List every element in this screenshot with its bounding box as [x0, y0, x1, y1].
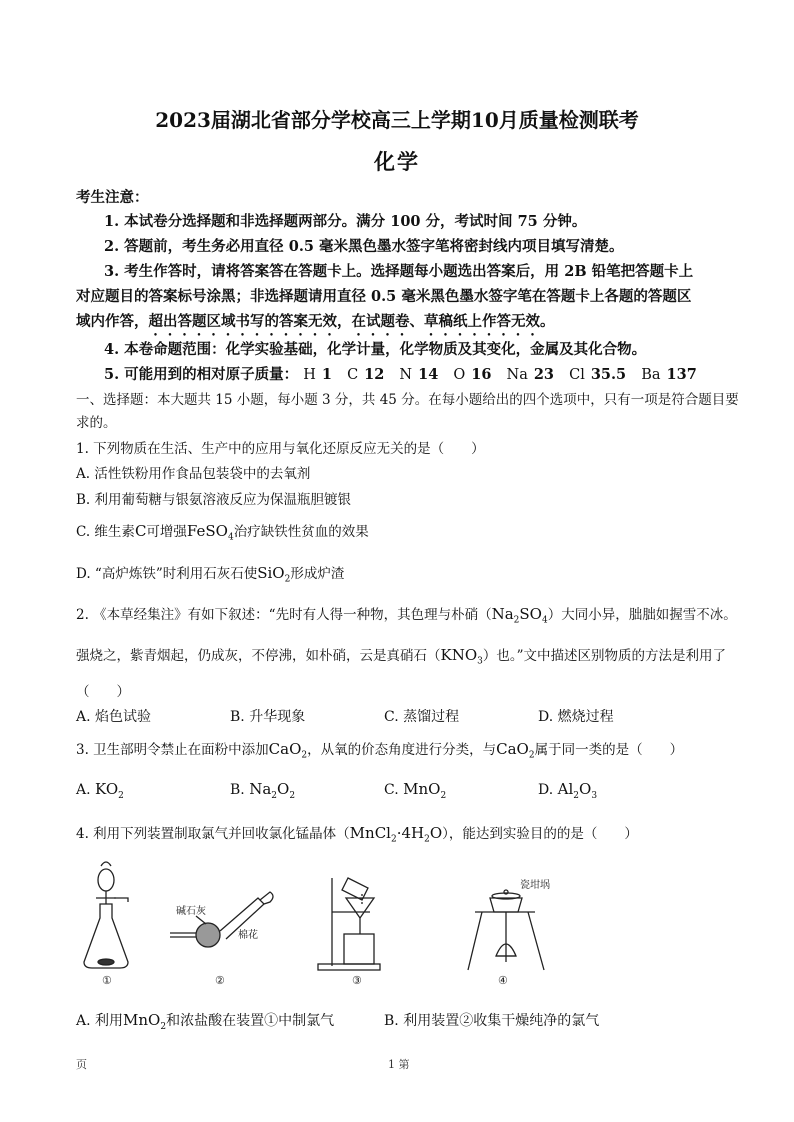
notice-item-1: 1. 本试卷分选择题和非选择题两部分。满分 100 分，考试时间 75 分钟。 — [104, 213, 587, 230]
q1-stem: 1. 下列物质在生活、生产中的应用与氧化还原反应无关的是（ ） — [76, 441, 485, 457]
mianhua-label: 棉花 — [238, 930, 258, 941]
q2-answer-blank: （ ） — [76, 684, 130, 700]
apparatus-2-label: ② — [215, 974, 225, 987]
q3-stem: 3. 卫生部明令禁止在面粉中添加CaO$_2$，从氧的价态角度进行分类，与CaO$_2$属于同一类的是（ ） — [76, 740, 684, 761]
q4-apparatus-figure — [70, 858, 590, 988]
mass-entry: O 16 — [453, 366, 492, 383]
apparatus-4-label: ④ — [498, 974, 508, 987]
ciganguo-label: 瓷坩埚 — [520, 880, 550, 891]
q3-option-d: D. $Al_2O_3$ — [538, 780, 598, 801]
q2-option-d: D. 燃烧过程 — [538, 709, 614, 725]
mass-entry: Cl 35.5 — [569, 366, 627, 383]
apparatus-4-crucible-heating — [468, 878, 550, 987]
q4-option-a: A. 利用MnO$_2$和浓盐酸在装置①中制氯气 — [76, 1011, 335, 1032]
jianshihui-label: 碱石灰 — [176, 906, 206, 917]
q2-option-a: A. 焰色试验 — [76, 709, 152, 725]
apparatus-1-label: ① — [102, 974, 112, 987]
mass-entry: N 14 — [399, 366, 439, 383]
mass-entry: Ba 137 — [641, 366, 697, 383]
notice-item-5 — [104, 363, 707, 384]
q3-option-b: B. $Na_2O_2$ — [230, 780, 296, 801]
notice-item-3-line-1: 3. 考生作答时，请将答案答在答题卡上。选择题每小题选出答案后，用 2B 铅笔把答题卡上 — [104, 263, 694, 280]
apparatus-2-drying-tube — [170, 892, 273, 987]
q3-option-a: A. $KO_2$ — [76, 780, 124, 801]
q2-stem-line-1: 2. 《本草经集注》有如下叙述：“先时有人得一种物，其色理与朴硝$(Na_2SO_4)$大同小异，朏朏如握雪不冰。 — [76, 605, 737, 626]
notice-item-3-emphasis: 超出答题区域书写的答案无效，在试题卷、草稿纸上作答无效。 — [148, 313, 555, 330]
q3-option-c: C. MnO$_2$ — [384, 780, 447, 801]
q1-option-b: B. 利用葡萄糖与银氨溶液反应为保温瓶胆镀银 — [76, 492, 352, 508]
q2-option-b: B. 升华现象 — [230, 709, 306, 725]
mass-entry: C 12 — [347, 366, 385, 383]
notice-heading: 考生注意： — [76, 189, 149, 206]
apparatus-1-flask-with-funnel — [84, 862, 128, 987]
subject-title: 化学 — [374, 149, 420, 174]
footer-left: 页 — [76, 1058, 87, 1071]
notice-item-3-line-3 — [76, 310, 555, 339]
section-1-intro-line-1: 一、选择题：本大题共 15 小题，每小题 3 分，共 45 分。在每小题给出的四个选项中，只有一项是符合题目要 — [76, 392, 739, 408]
exam-title: 2023届湖北省部分学校高三上学期10月质量检测联考 — [155, 108, 639, 132]
q4-option-b: B. 利用装置②收集干燥纯净的氯气 — [384, 1013, 600, 1029]
footer-page-number: 1 第 — [388, 1058, 410, 1071]
mass-entry: Na 23 — [506, 366, 555, 383]
notice-item-2: 2. 答题前，考生务必用直径 0.5 毫米黑色墨水签字笔将密封线内项目填写清楚。 — [104, 238, 624, 255]
notice-item-4: 4. 本卷命题范围：化学实验基础，化学计量，化学物质及其变化，金属及其化合物。 — [104, 341, 647, 358]
q1-option-d: D. “高炉炼铁”时利用石灰石使SiO$_2$形成炉渣 — [76, 564, 345, 585]
q4-stem: 4. 利用下列装置制取氯气并回收氯化锰晶体$(MnCl_2\cdot 4H_2O)$，能达到实验目的的是（ ） — [76, 824, 638, 845]
notice-item-5-label: 5. 可能用到的相对原子质量： — [104, 366, 299, 383]
q2-stem-line-2: 强烧之，紫青烟起，仍成灰，不停沸，如朴硝，云是真硝石$(KNO_3)$也。”文中描述区别物质的方法是利用了 — [76, 646, 727, 667]
section-1-intro-line-2: 求的。 — [76, 415, 117, 431]
q1-option-a: A. 活性铁粉用作食品包装袋中的去氧剂 — [76, 466, 311, 482]
apparatus-3-label: ③ — [352, 974, 362, 987]
notice-item-3-line-2: 对应题目的答案标号涂黑；非选择题请用直径 0.5 毫米黑色墨水签字笔在答题卡上各题的答题区 — [76, 288, 692, 305]
q2-option-c: C. 蒸馏过程 — [384, 709, 460, 725]
notice-item-3-line-3-plain: 域内作答， — [76, 313, 149, 330]
q1-option-c: C. 维生素C可增强FeSO$_4$治疗缺铁性贫血的效果 — [76, 522, 369, 543]
mass-entry: H 1 — [303, 366, 332, 383]
apparatus-3-filtration-setup — [318, 878, 380, 987]
